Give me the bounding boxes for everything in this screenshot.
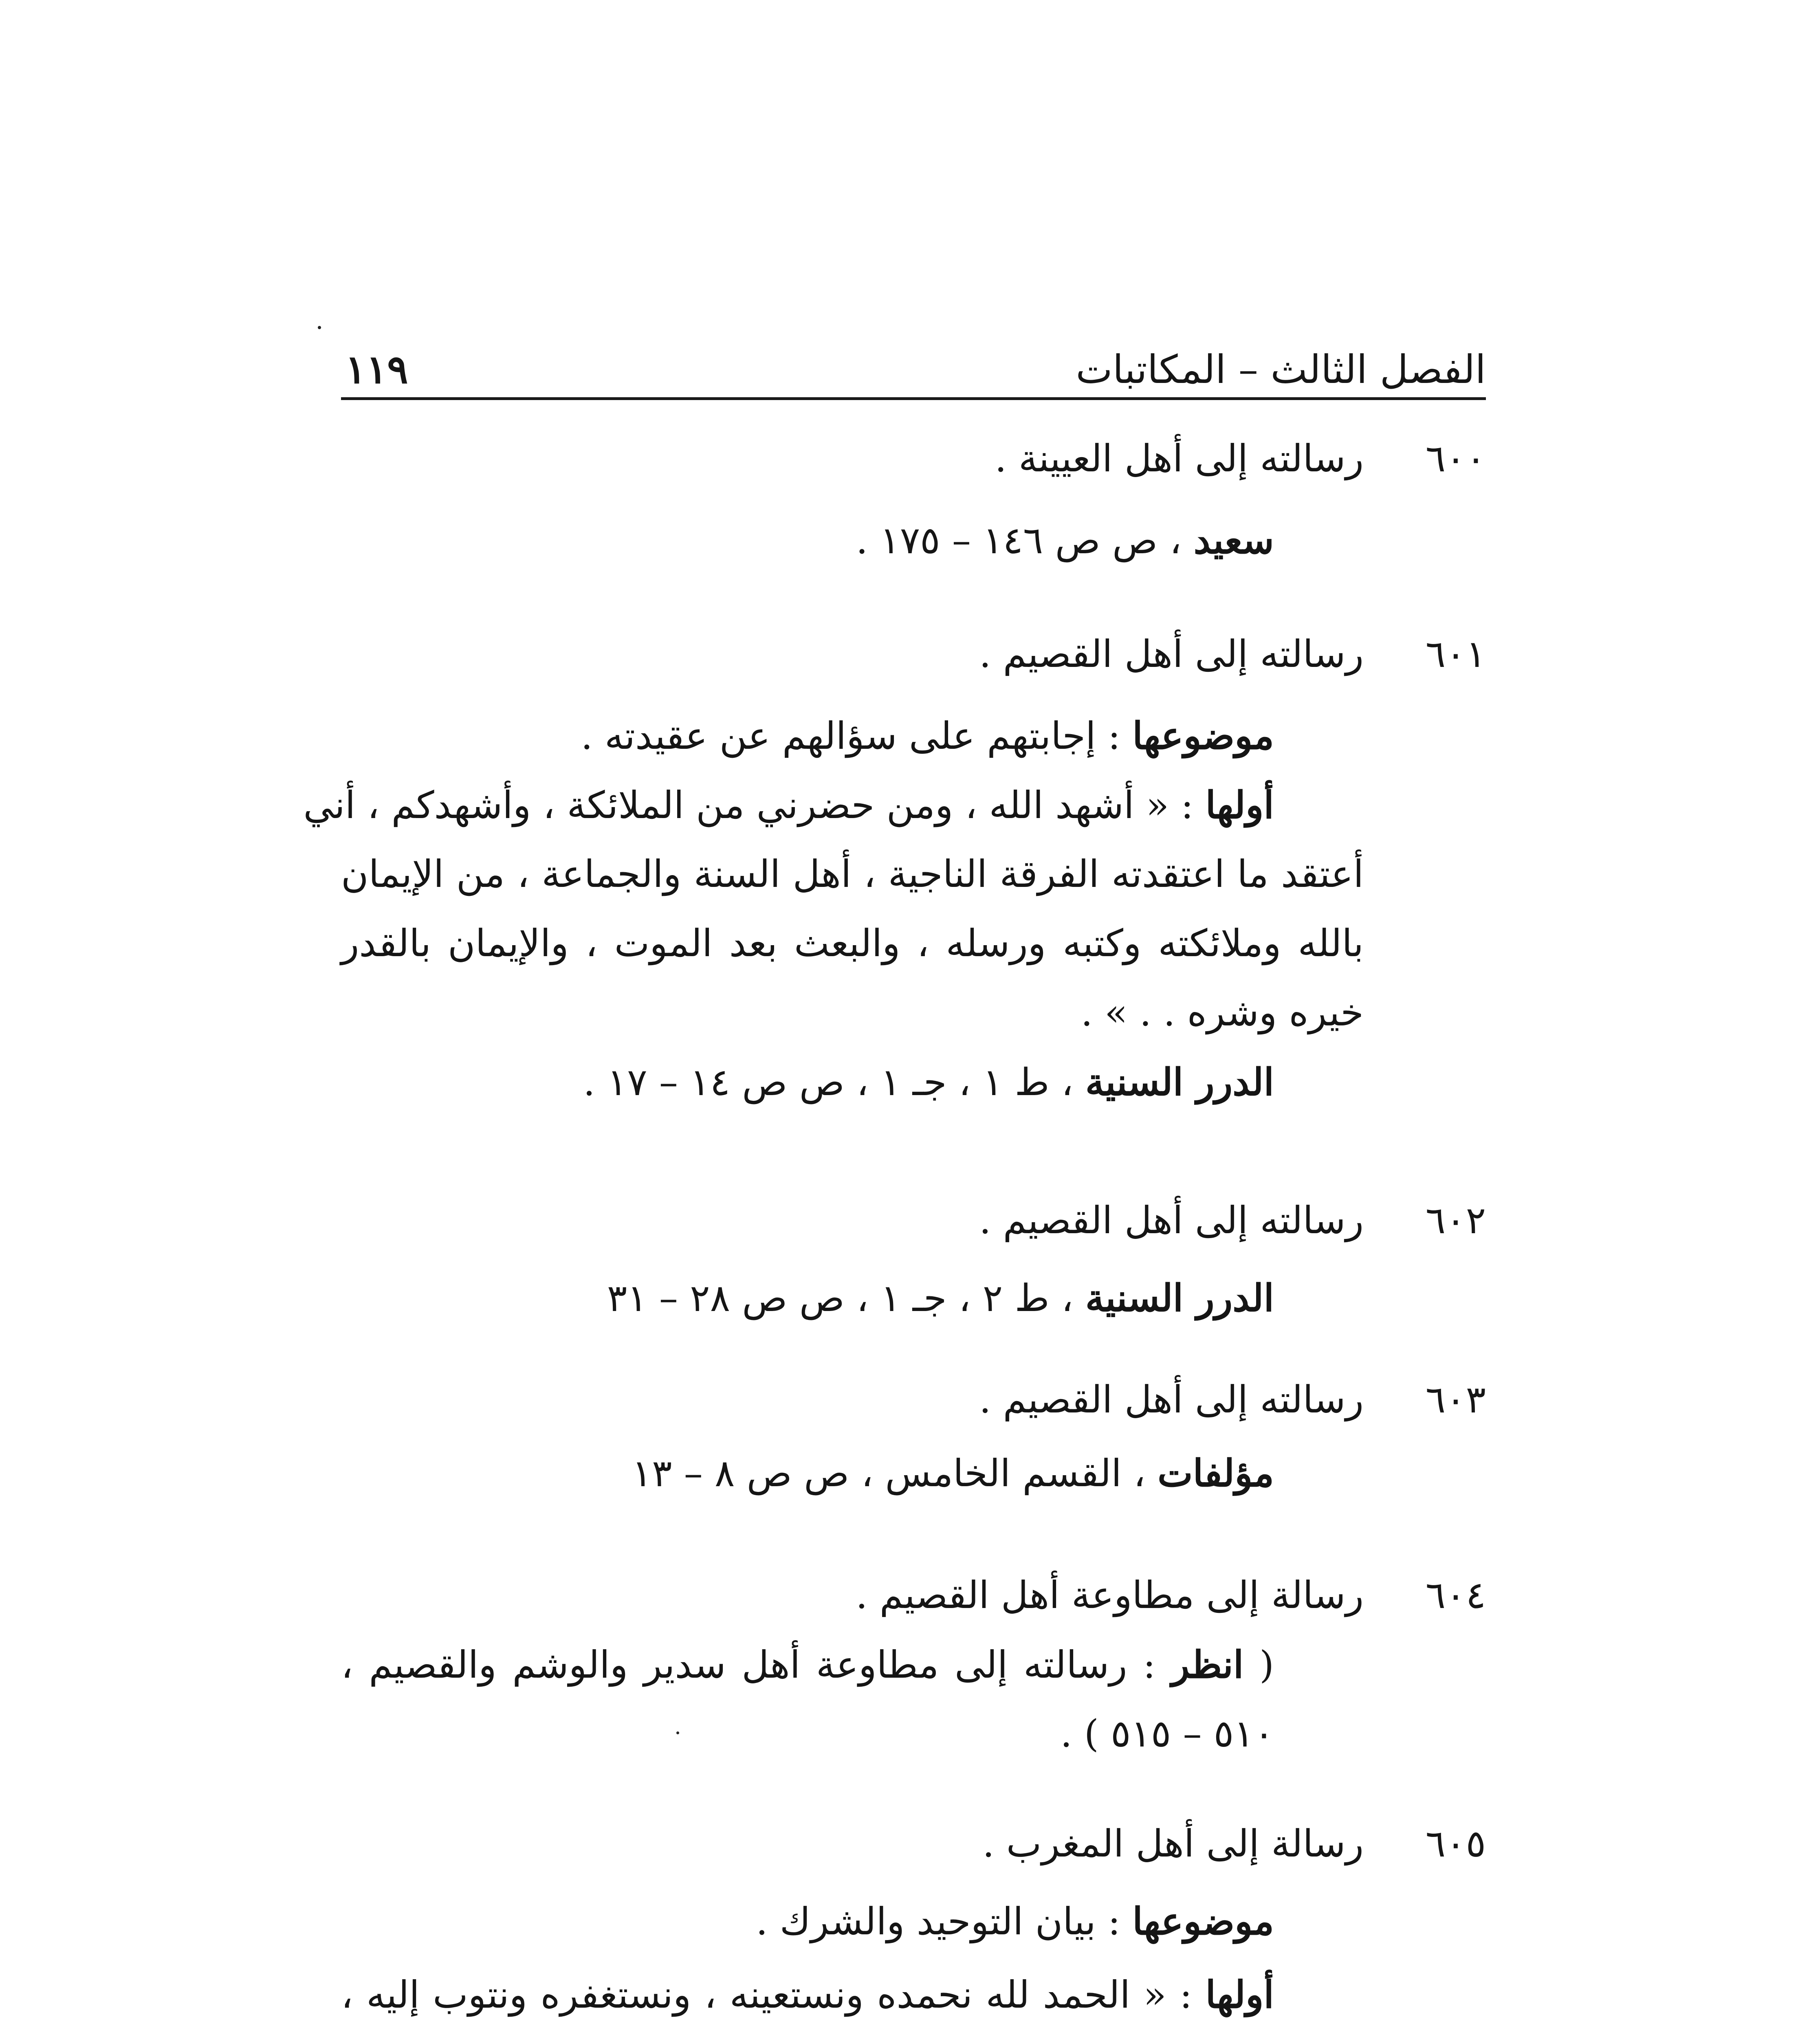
see-text: : رسالته إلى مطاوعة أهل سدير والوشم والقصيم ، <box>341 1643 1171 1687</box>
entry-title: رسالته إلى أهل القصيم . <box>979 1199 1364 1242</box>
source-details: ، القسم الخامس ، ص ص ٨ – ١٣ <box>632 1452 1158 1495</box>
topic-label: موضوعها <box>1132 714 1274 758</box>
entry-603 <box>341 1378 1486 1495</box>
source-citation <box>607 1276 1274 1320</box>
source-details: ، ط ٢ ، جـ ١ ، ص ص ٢٨ – ٣١ <box>607 1276 1085 1320</box>
entry-title: رسالته إلى أهل القصيم . <box>979 632 1364 676</box>
entry-602 <box>341 1199 1486 1320</box>
entry-title: رسالة إلى مطاوعة أهل القصيم . <box>856 1573 1364 1617</box>
opening-line-2: أعتقد ما اعتقدته الفرقة الناجية ، أهل السنة والجماعة ، من الإيمان <box>341 852 1364 896</box>
entry-number: ٦٠٤ <box>1425 1573 1486 1617</box>
see-label: انظر <box>1171 1643 1244 1687</box>
topic-label: موضوعها <box>1132 1899 1274 1943</box>
source-citation <box>632 1451 1274 1495</box>
source-name: الدرر السنية <box>1085 1060 1274 1104</box>
source-name: الدرر السنية <box>1085 1276 1274 1320</box>
source-citation <box>856 518 1274 562</box>
scan-speck <box>318 326 321 329</box>
opening-line-3: بالله وملائكته وكتبه ورسله ، والبعث بعد الموت ، والإيمان بالقدر <box>341 922 1364 965</box>
opening-line-1 <box>303 783 1274 827</box>
opening-line-4: خيره وشره . . » . <box>1081 991 1364 1034</box>
opening-line-1 <box>341 1973 1274 2017</box>
entry-604 <box>341 1573 1486 1755</box>
source-details: ، ط ١ ، جـ ١ ، ص ص ١٤ – ١٧ . <box>583 1060 1085 1104</box>
topic-text: : إجابتهم على سؤالهم عن عقيدته . <box>581 714 1133 758</box>
source-name: سعيد <box>1193 518 1274 562</box>
entry-number: ٦٠١ <box>1425 632 1486 676</box>
entry-title: رسالة إلى أهل المغرب . <box>982 1822 1364 1865</box>
opening-label: أولها <box>1205 783 1274 827</box>
page-header <box>341 342 1486 400</box>
entry-number: ٦٠٠ <box>1425 437 1486 480</box>
running-head: الفصل الثالث – المكاتبات <box>1076 347 1486 392</box>
opening-text: : « الحمد لله نحمده ونستعينه ، ونستغفره ونتوب إليه ، <box>341 1973 1206 2017</box>
entry-605 <box>341 1822 1486 2017</box>
see-open-paren: ( <box>1243 1643 1274 1687</box>
entry-number: ٦٠٣ <box>1425 1378 1486 1421</box>
scan-speck <box>676 1731 679 1734</box>
see-also-line-1 <box>341 1643 1274 1687</box>
topic-line <box>756 1899 1274 1943</box>
page-number: ١١٩ <box>345 346 408 392</box>
opening-text: : « أشهد الله ، ومن حضرني من الملائكة ، وأشهدكم ، أني <box>303 783 1206 827</box>
topic-text: : بيان التوحيد والشرك . <box>756 1900 1133 1943</box>
entry-title: رسالته إلى أهل القصيم . <box>979 1378 1364 1421</box>
opening-label: أولها <box>1205 1973 1274 2017</box>
entry-title: رسالته إلى أهل العيينة . <box>995 437 1364 480</box>
entry-600 <box>341 437 1486 562</box>
entry-number: ٦٠٢ <box>1425 1199 1486 1242</box>
source-name: مؤلفات <box>1157 1451 1274 1495</box>
see-also-line-2: ٥١٠ – ٥١٥ ) . <box>1060 1712 1274 1755</box>
entry-601 <box>303 632 1486 1104</box>
topic-line <box>581 714 1274 758</box>
entry-number: ٦٠٥ <box>1425 1822 1486 1865</box>
source-details: ، ص ص ١٤٦ – ١٧٥ . <box>856 519 1194 562</box>
source-citation <box>583 1060 1274 1104</box>
